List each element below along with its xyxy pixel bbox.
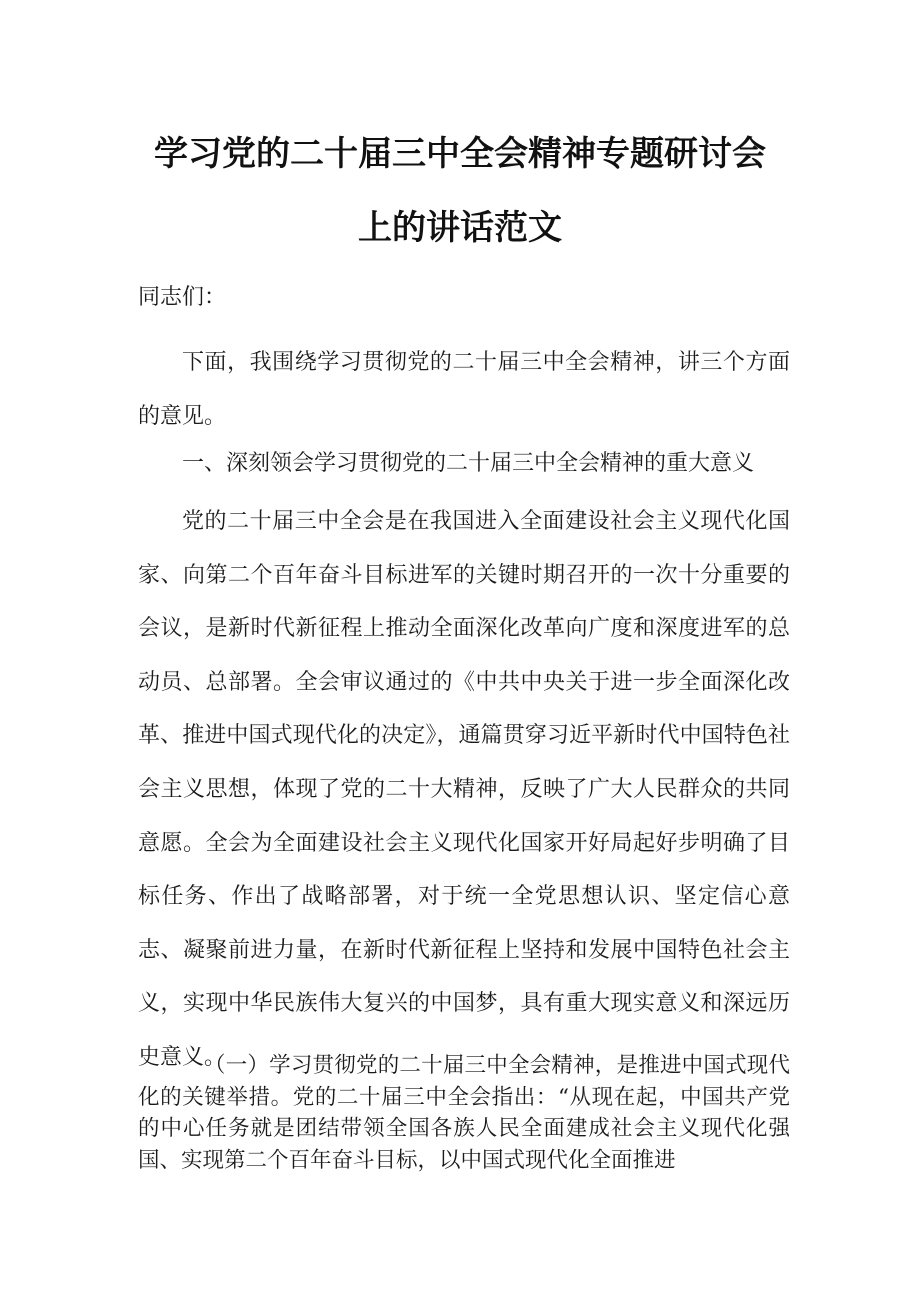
salutation: 同志们：: [138, 285, 227, 310]
document-title-line-2: 上的讲话范文: [358, 208, 562, 248]
section-1-heading: 一、深刻领会学习贯彻党的二十届三中全会精神的重大意义: [182, 451, 755, 476]
section-1-paragraph: 党的二十届三中全会是在我国进入全面建设社会主义现代化国家、向第二个百年奋斗目标进军的关键时期召开的一次十分重要的会议，是新时代新征程上推动全面深化改革向广度和深度进军的总动员、总部署。全会审议通过的《中共中央关于进一步全面深化改革、推进中国式现代化的决定》，通篇贯穿习近平新时代中国特色社会主义思想，体现了党的二十大精神，反映了广大人民群众的共同意愿。全会为全面建设社会主义现代化国家开好局起好步明确了目标任务、作出了战略部署，对于统一全党思想认识、坚定信心意志、凝聚前进力量，在新时代新征程上坚持和发展中国特色社会主义，实现中华民族伟大复兴的中国梦，具有重大现实意义和深远历史意义。: [138, 509, 790, 1070]
subsection-1-paragraph: （一）学习贯彻党的二十届三中全会精神，是推进中国式现代化的关键举措。党的二十届三中全会指出：“从现在起，中国共产党的中心任务就是团结带领全国各族人民全面建成社会主义现代化强国、实现第二个百年奋斗目标，以中国式现代化全面推进: [138, 1053, 790, 1173]
document-title-line-1: 学习党的二十届三中全会精神专题研讨会: [154, 134, 766, 174]
intro-paragraph: 下面，我围绕学习贯彻党的二十届三中全会精神，讲三个方面的意见。: [138, 350, 790, 429]
